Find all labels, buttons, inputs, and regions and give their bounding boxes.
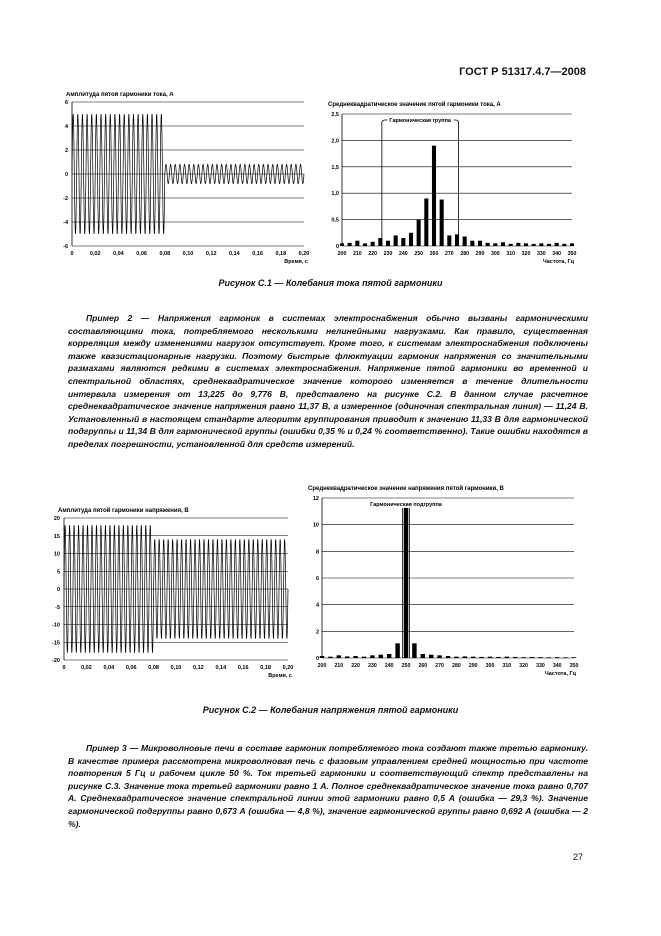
spectrum-bar — [409, 233, 413, 246]
y-tick-label: -4 — [63, 220, 68, 226]
x-axis-label: Время, с — [284, 259, 308, 265]
y-tick-label: 6 — [315, 576, 319, 582]
paragraph-example-2: Пример 2 — Напряжения гармоник в системах электроснабжения обычно вызваны гармоническими составляющими тока, потребляемого несколькими нелинейными нагрузками. Как правило, существенная корреляция между изменениями нагрузок отсутствует. Кроме того, к системам электроснабжения подключены также квазистационарные нагрузки. Поэтому быстрые флюктуации гармоник напряжения со значительными размахами являются редкими в системах электроснабжения. Напряжение пятой гармоники во временной и спектральной областях, среднеквадратическое значение которого изменяется в течение длительности интервала измерения от 13,225 до 9,776 В, представлено на рисунке С.2. В данном случае расчетное среднеквадратическое значение напряжения равно 11,37 В, а измеренное (одиночная спектральная линия) — 11,24 В. Установленный в настоящем стандарте алгоритм группирования приводит к значению 11,33 В для гармонической подгруппы и 11,34 В для гармонической группы (ошибки 0,35 % и 0,24 % соответственно). Такие ошибки находятся в пределах погрешности, установленной для средств измерений. — [68, 313, 588, 449]
spectrum-bar — [395, 643, 399, 658]
spectrum-bar — [340, 243, 344, 246]
y-tick-label: 5 — [56, 569, 60, 576]
x-tick-label: 310 — [502, 663, 512, 669]
waveform-series — [72, 114, 304, 234]
x-tick-label: 0,02 — [81, 665, 92, 671]
x-tick-label: 0,06 — [125, 665, 137, 671]
y-tick-label: 10 — [53, 551, 60, 558]
x-axis-label: Частота, Гц — [544, 671, 576, 677]
spectrum-bar — [412, 643, 416, 658]
x-tick-label: 0,10 — [170, 665, 182, 671]
y-tick-label: -20 — [52, 658, 60, 664]
spectrum-bar — [509, 244, 513, 246]
chart-title: Амплитуда пятой гармоники тока, А — [66, 92, 174, 98]
y-tick-label: 0 — [335, 244, 339, 250]
spectrum-bar — [353, 656, 357, 658]
x-tick-label: 0,08 — [148, 665, 159, 671]
x-tick-label: 0,14 — [229, 251, 240, 257]
spectrum-bar — [547, 244, 551, 246]
spectrum-bar — [538, 657, 542, 658]
spectrum-bar — [547, 657, 551, 658]
spectrum-bar — [440, 200, 444, 246]
spectrum-bar — [320, 656, 324, 658]
spectrum-bar — [521, 657, 525, 658]
x-tick-label: 200 — [317, 663, 327, 669]
x-tick-label: 320 — [519, 663, 528, 669]
y-tick-label: 12 — [312, 496, 319, 502]
spectrum-bar — [539, 243, 543, 246]
x-tick-label: 0,20 — [282, 665, 294, 671]
y-tick-label: 10 — [312, 522, 319, 529]
x-axis-label: Частота, Гц — [542, 259, 574, 265]
spectrum-bar — [404, 506, 408, 658]
spectrum-bar — [555, 657, 559, 658]
x-tick-label: 210 — [334, 663, 344, 669]
spectrum-bar — [572, 657, 576, 658]
x-tick-label: 270 — [445, 251, 454, 257]
x-tick-label: 240 — [384, 663, 394, 669]
y-tick-label: 2,0 — [331, 138, 339, 145]
spectrum-bar — [524, 243, 528, 246]
x-tick-label: 340 — [552, 251, 561, 257]
x-tick-label: 310 — [506, 251, 515, 257]
x-tick-label: 300 — [491, 251, 500, 257]
x-tick-label: 0,06 — [136, 251, 147, 257]
x-tick-label: 260 — [418, 663, 428, 669]
standard-header: ГОСТ Р 51317.4.7—2008 — [459, 66, 586, 78]
x-tick-label: 0,14 — [215, 665, 227, 671]
x-tick-label: 0,04 — [103, 665, 115, 671]
x-tick-label: 0,10 — [182, 251, 194, 257]
spectrum-bar — [478, 241, 482, 246]
x-tick-label: 230 — [368, 663, 377, 669]
spectrum-bar — [345, 656, 349, 658]
x-tick-label: 0,12 — [205, 251, 217, 257]
paragraph-example-3: Пример 3 — Микроволновые печи в составе гармоник потребляемого тока создают также третью гармонику. В качестве примера рассмотрена микроволновая печь с фазовым управлением средней мощностью при частоте повторения 5 Гц и рабочем цикле 50 %. Ток третьей гармоники и соответствующий спектр представлены на рисунке С.3. Значение тока третьей гармоники равно 1 А. Полное среднеквадратическое значение тока равно 0,707 А. Среднеквадратическое значение спектральной линии этой гармоники равно 0,5 А (ошибка — 29,3 %). Значение гармонической подгруппы равно 0,673 А (ошибка — 4,8 %), значение гармонической группы равно 0,692 А (ошибка — 2 %). — [68, 743, 588, 829]
x-tick-label: 290 — [468, 663, 478, 669]
y-tick-label: 4 — [64, 124, 68, 130]
chart-title: Среднеквадратическое значение напряжения пятой гармоники, В — [308, 486, 504, 492]
y-tick-label: 0 — [56, 587, 60, 593]
spectrum-bar — [555, 243, 559, 246]
spectrum-bar — [486, 243, 490, 246]
y-tick-label: 8 — [315, 549, 319, 556]
chart-title: Среднеквадратическое значение пятой гармоники тока, А — [328, 102, 501, 108]
spectrum-bar — [493, 243, 497, 246]
x-tick-label: 250 — [401, 663, 411, 669]
x-tick-label: 220 — [368, 251, 377, 257]
x-tick-label: 210 — [353, 251, 362, 257]
x-tick-label: 280 — [460, 251, 469, 257]
spectrum-bar — [437, 655, 441, 658]
spectrum-bar — [488, 657, 492, 658]
x-tick-label: 240 — [399, 251, 408, 257]
y-tick-label: 6 — [64, 100, 68, 106]
figure1-current-spectrum-chart — [322, 96, 582, 272]
x-tick-label: 200 — [337, 251, 347, 257]
x-tick-label: 300 — [485, 663, 495, 669]
spectrum-bar — [501, 242, 505, 246]
x-axis-label: Время, с — [268, 673, 292, 679]
figure1-current-waveform-chart — [52, 92, 322, 272]
x-tick-label: 0,08 — [159, 251, 171, 257]
spectrum-bar — [570, 243, 574, 246]
y-tick-label: 1,0 — [331, 191, 339, 198]
y-tick-label: 2,5 — [331, 112, 339, 118]
figure2-voltage-spectrum-chart — [306, 482, 582, 690]
spectrum-bar — [463, 236, 467, 246]
x-tick-label: 0,02 — [89, 251, 101, 257]
y-tick-label: 2 — [64, 148, 68, 154]
x-tick-label: 350 — [569, 663, 579, 669]
spectrum-bar — [362, 657, 366, 658]
x-tick-label: 0,18 — [275, 251, 287, 257]
x-tick-label: 0,20 — [298, 251, 310, 257]
spectrum-bar — [471, 657, 475, 658]
x-tick-label: 330 — [536, 663, 545, 669]
spectrum-bar — [387, 654, 391, 658]
x-tick-label: 0 — [62, 665, 66, 671]
spectrum-bar — [530, 657, 534, 658]
x-tick-label: 280 — [452, 663, 461, 669]
spectrum-bar — [532, 244, 536, 246]
spectrum-bar — [447, 235, 451, 246]
y-tick-label: 0 — [315, 656, 319, 662]
spectrum-bar — [363, 243, 367, 246]
y-tick-label: 4 — [315, 602, 319, 609]
spectrum-bar — [432, 146, 436, 246]
spectrum-bar — [505, 657, 509, 658]
x-tick-label: 0,04 — [113, 251, 124, 257]
spectrum-bar — [401, 238, 405, 246]
y-tick-label: 1,5 — [331, 164, 339, 171]
spectrum-bar — [394, 235, 398, 246]
spectrum-bar — [470, 241, 474, 246]
spectrum-bar — [463, 656, 467, 658]
figure2-voltage-waveform-chart — [44, 500, 314, 690]
spectrum-bar — [516, 243, 520, 246]
spectrum-bar — [454, 657, 458, 658]
group-label: Гармоническая группа — [389, 118, 451, 124]
y-tick-label: 20 — [53, 516, 60, 522]
spectrum-bar — [446, 656, 450, 658]
spectrum-bar — [421, 654, 425, 658]
figure2-caption: Рисунок С.2 — Колебания напряжения пятой гармоники — [202, 705, 459, 715]
spectrum-bar — [479, 657, 483, 658]
spectrum-bar — [496, 657, 500, 658]
x-tick-label: 350 — [567, 251, 577, 257]
x-tick-label: 270 — [435, 663, 444, 669]
spectrum-bar — [370, 655, 374, 658]
spectrum-bar — [348, 243, 352, 246]
x-tick-label: 230 — [383, 251, 393, 257]
y-tick-label: 2 — [315, 629, 319, 636]
figure1-caption: Рисунок С.1 — Колебания тока пятой гармоники — [218, 278, 443, 288]
x-tick-label: 0,12 — [193, 665, 204, 671]
y-tick-label: -15 — [52, 640, 60, 647]
waveform-series — [64, 525, 288, 653]
x-tick-label: 220 — [351, 663, 360, 669]
x-tick-label: 250 — [414, 251, 423, 257]
x-tick-label: 260 — [429, 251, 439, 257]
spectrum-bar — [417, 220, 421, 246]
x-tick-label: 0,16 — [252, 251, 263, 257]
x-tick-label: 290 — [475, 251, 485, 257]
y-tick-label: -6 — [63, 244, 68, 250]
x-tick-label: 0 — [70, 251, 74, 257]
y-tick-label: -5 — [55, 604, 60, 611]
spectrum-bar — [371, 242, 375, 246]
spectrum-bar — [563, 657, 567, 658]
y-tick-label: 0 — [64, 172, 68, 178]
page-number: 27 — [572, 852, 583, 862]
spectrum-bar — [337, 655, 341, 658]
spectrum-bar — [355, 241, 359, 246]
y-tick-label: -2 — [63, 196, 68, 202]
spectrum-bar — [424, 198, 428, 246]
spectrum-bar — [562, 244, 566, 246]
x-tick-label: 330 — [537, 251, 546, 257]
x-tick-label: 320 — [521, 251, 531, 257]
x-tick-label: 0,18 — [260, 665, 271, 671]
x-tick-label: 0,16 — [237, 665, 249, 671]
spectrum-bar — [513, 657, 517, 658]
y-tick-label: 0,5 — [331, 217, 339, 224]
y-tick-label: -10 — [52, 622, 60, 629]
spectrum-bar — [328, 657, 332, 658]
spectrum-bar — [429, 655, 433, 658]
group-label: Гармоническая подгруппа — [370, 502, 442, 508]
x-tick-label: 340 — [552, 663, 562, 669]
y-tick-label: 15 — [53, 533, 60, 540]
spectrum-bar — [379, 655, 383, 658]
spectrum-bar — [386, 241, 390, 246]
chart-title: Амплитуда пятой гармоники напряжения, В — [58, 508, 189, 514]
